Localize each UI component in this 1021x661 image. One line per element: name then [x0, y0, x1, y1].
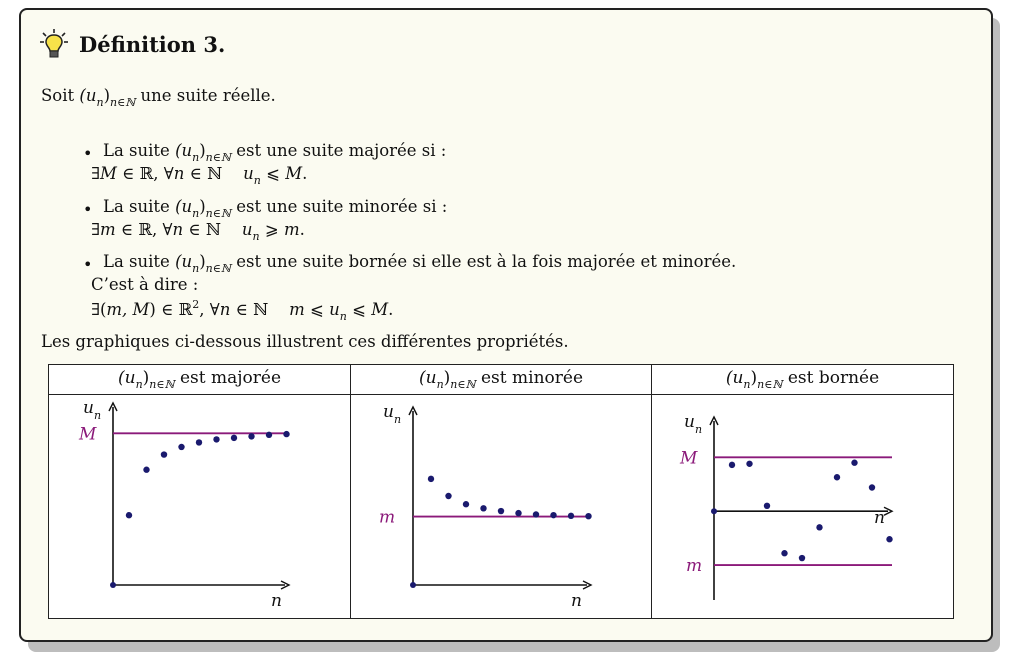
- th3-sub: n: [743, 378, 751, 391]
- column-header-minoree: [351, 365, 651, 395]
- f2b: m: [99, 220, 116, 239]
- bullet-1-lead: La suite: [103, 141, 176, 160]
- data-point: [746, 461, 752, 467]
- data-point: [550, 512, 556, 518]
- th3-index: n∈ℕ: [757, 378, 783, 391]
- bullet-3-sub: n: [192, 262, 200, 275]
- lower-bound-label: m: [686, 556, 703, 577]
- f2c: ∈ ℝ, ∀: [115, 220, 173, 239]
- plot-minoree: [351, 395, 651, 617]
- origin-dot: [110, 582, 116, 588]
- data-point: [568, 513, 574, 519]
- data-point: [585, 513, 591, 519]
- bullet-1-line: [103, 141, 446, 164]
- x-axis-label: n: [571, 591, 582, 611]
- data-point: [816, 524, 822, 530]
- th1-sub: n: [135, 378, 143, 391]
- y-axis-label: u: [684, 412, 695, 432]
- f1f: u: [243, 164, 254, 183]
- f2g: n: [252, 230, 260, 243]
- f3l: M: [371, 300, 389, 319]
- intro-pre: Soit: [41, 86, 80, 105]
- f3i: u: [329, 300, 340, 319]
- f3h: ⩽: [304, 300, 330, 319]
- th2-sub: n: [436, 378, 444, 391]
- data-point: [231, 435, 237, 441]
- bullet-3-lead: La suite: [103, 252, 176, 271]
- data-point: [196, 439, 202, 445]
- f1c: ∈ ℝ, ∀: [116, 164, 174, 183]
- data-point: [213, 436, 219, 442]
- data-point: [283, 431, 289, 437]
- bullet-3-extra: C’est à dire :: [91, 275, 199, 294]
- data-point: [463, 501, 469, 507]
- data-point: [178, 444, 184, 450]
- th1-index: n∈ℕ: [149, 378, 175, 391]
- th1-seq: (u: [117, 368, 136, 388]
- intro-seq: (u: [79, 86, 97, 105]
- data-point: [851, 460, 857, 466]
- f3j: n: [339, 310, 347, 323]
- plot-majoree: [49, 395, 350, 617]
- f3sup: 2: [192, 298, 200, 311]
- data-point: [729, 462, 735, 468]
- bullet-dot: •: [83, 144, 93, 163]
- bullet-3-line: [103, 252, 736, 275]
- f3k: ⩽: [346, 300, 372, 319]
- intro-seq-close: ): [103, 86, 110, 105]
- plot-bornee: [652, 395, 953, 617]
- f3c: ) ∈ ℝ: [149, 300, 193, 319]
- bullet-2-line: [103, 197, 447, 220]
- data-point: [480, 505, 486, 511]
- y-axis-label-sub: n: [695, 423, 703, 436]
- data-point: [515, 510, 521, 516]
- f1h: ⩽: [260, 164, 286, 183]
- f2e: ∈ ℕ: [183, 220, 242, 239]
- bullet-dot: •: [83, 200, 93, 219]
- th2-label: est minorée: [475, 368, 584, 388]
- th2-close: ): [443, 368, 451, 388]
- bullet-3-index: n∈ℕ: [205, 262, 231, 275]
- bullet-1-seq: (u: [175, 141, 193, 160]
- f1j: .: [302, 164, 308, 183]
- bullet-1-index: n∈ℕ: [205, 151, 231, 164]
- bullet-3-rest: est une suite bornée si elle est à la fois majorée et minorée.: [230, 252, 737, 271]
- f1e: ∈ ℕ: [184, 164, 244, 183]
- lightbulb-icon: [39, 28, 69, 60]
- f3e: n: [219, 300, 231, 319]
- th2-seq: (u: [418, 368, 437, 388]
- data-point: [143, 467, 149, 473]
- th3-label: est bornée: [782, 368, 880, 388]
- f2a: ∃: [91, 220, 100, 239]
- data-point: [834, 474, 840, 480]
- f1i: M: [285, 164, 303, 183]
- data-point: [248, 433, 254, 439]
- bullet-3-formula: [91, 298, 393, 323]
- f3d: , ∀: [199, 300, 220, 319]
- data-point: [161, 451, 167, 457]
- f3f: ∈ ℕ: [230, 300, 290, 319]
- y-axis-label: u: [383, 402, 394, 422]
- data-point: [428, 476, 434, 482]
- plots-table: [48, 364, 954, 619]
- bullet-2-index: n∈ℕ: [205, 207, 231, 220]
- bullet-2-close: ): [199, 197, 206, 216]
- bullet-dot: •: [83, 255, 93, 274]
- data-point: [781, 550, 787, 556]
- bullet-1-close: ): [199, 141, 206, 160]
- bullet-2-sub: n: [192, 207, 200, 220]
- bullet-2-seq: (u: [175, 197, 193, 216]
- data-point: [266, 432, 272, 438]
- bullet-1-rest: est une suite majorée si :: [230, 141, 447, 160]
- f2i: m: [283, 220, 300, 239]
- f2f: u: [241, 220, 253, 239]
- intro-index: n∈ℕ: [110, 96, 136, 109]
- th1-label: est majorée: [174, 368, 282, 388]
- f1b: M: [99, 164, 117, 183]
- data-point: [126, 512, 132, 518]
- definition-card: [19, 8, 993, 642]
- bullet-2-lead: La suite: [103, 197, 176, 216]
- data-point: [869, 484, 875, 490]
- origin-dot: [711, 508, 717, 514]
- y-axis-label-sub: n: [394, 413, 402, 426]
- column-header-bornee: [652, 365, 953, 395]
- bullet-1-sub: n: [192, 151, 200, 164]
- y-axis-label-sub: n: [94, 409, 102, 422]
- data-point: [533, 511, 539, 517]
- intro-line: [41, 86, 276, 109]
- x-axis-label: n: [271, 591, 282, 611]
- th3-seq: (u: [725, 368, 744, 388]
- bullet-2-rest: est une suite minorée si :: [230, 197, 448, 216]
- y-axis-label: u: [83, 398, 94, 418]
- th3-close: ): [750, 368, 758, 388]
- data-point: [886, 536, 892, 542]
- column-header-majoree: [49, 365, 350, 395]
- f2j: .: [299, 220, 305, 239]
- f1a: ∃: [91, 164, 100, 183]
- f2h: ⩾: [259, 220, 284, 239]
- bound-label: M: [79, 424, 97, 445]
- bullet-2-formula: [91, 220, 305, 243]
- bullet-1-formula: [91, 164, 307, 187]
- intro-post: une suite réelle.: [135, 86, 276, 105]
- intro-seq-sub: n: [96, 96, 104, 109]
- f1d: n: [173, 164, 185, 183]
- data-point: [764, 503, 770, 509]
- data-point: [445, 493, 451, 499]
- f2d: n: [172, 220, 184, 239]
- definition-title: [39, 28, 225, 60]
- origin-dot: [410, 582, 416, 588]
- th2-index: n∈ℕ: [450, 378, 476, 391]
- data-point: [498, 508, 504, 514]
- conclusion-text: Les graphiques ci-dessous illustrent ces différentes propriétés.: [41, 332, 569, 351]
- f3b: m, M: [106, 300, 150, 319]
- bound-label: m: [379, 507, 396, 528]
- definition-heading: Définition 3.: [79, 31, 226, 57]
- data-point: [799, 555, 805, 561]
- th1-close: ): [142, 368, 150, 388]
- f3g: m: [289, 300, 305, 319]
- bullet-3-close: ): [199, 252, 206, 271]
- f3m: .: [388, 300, 394, 319]
- x-axis-label: n: [874, 508, 885, 528]
- f3a: ∃(: [91, 300, 107, 319]
- f1g: n: [253, 174, 261, 187]
- bullet-3-seq: (u: [175, 252, 193, 271]
- upper-bound-label: M: [680, 448, 698, 469]
